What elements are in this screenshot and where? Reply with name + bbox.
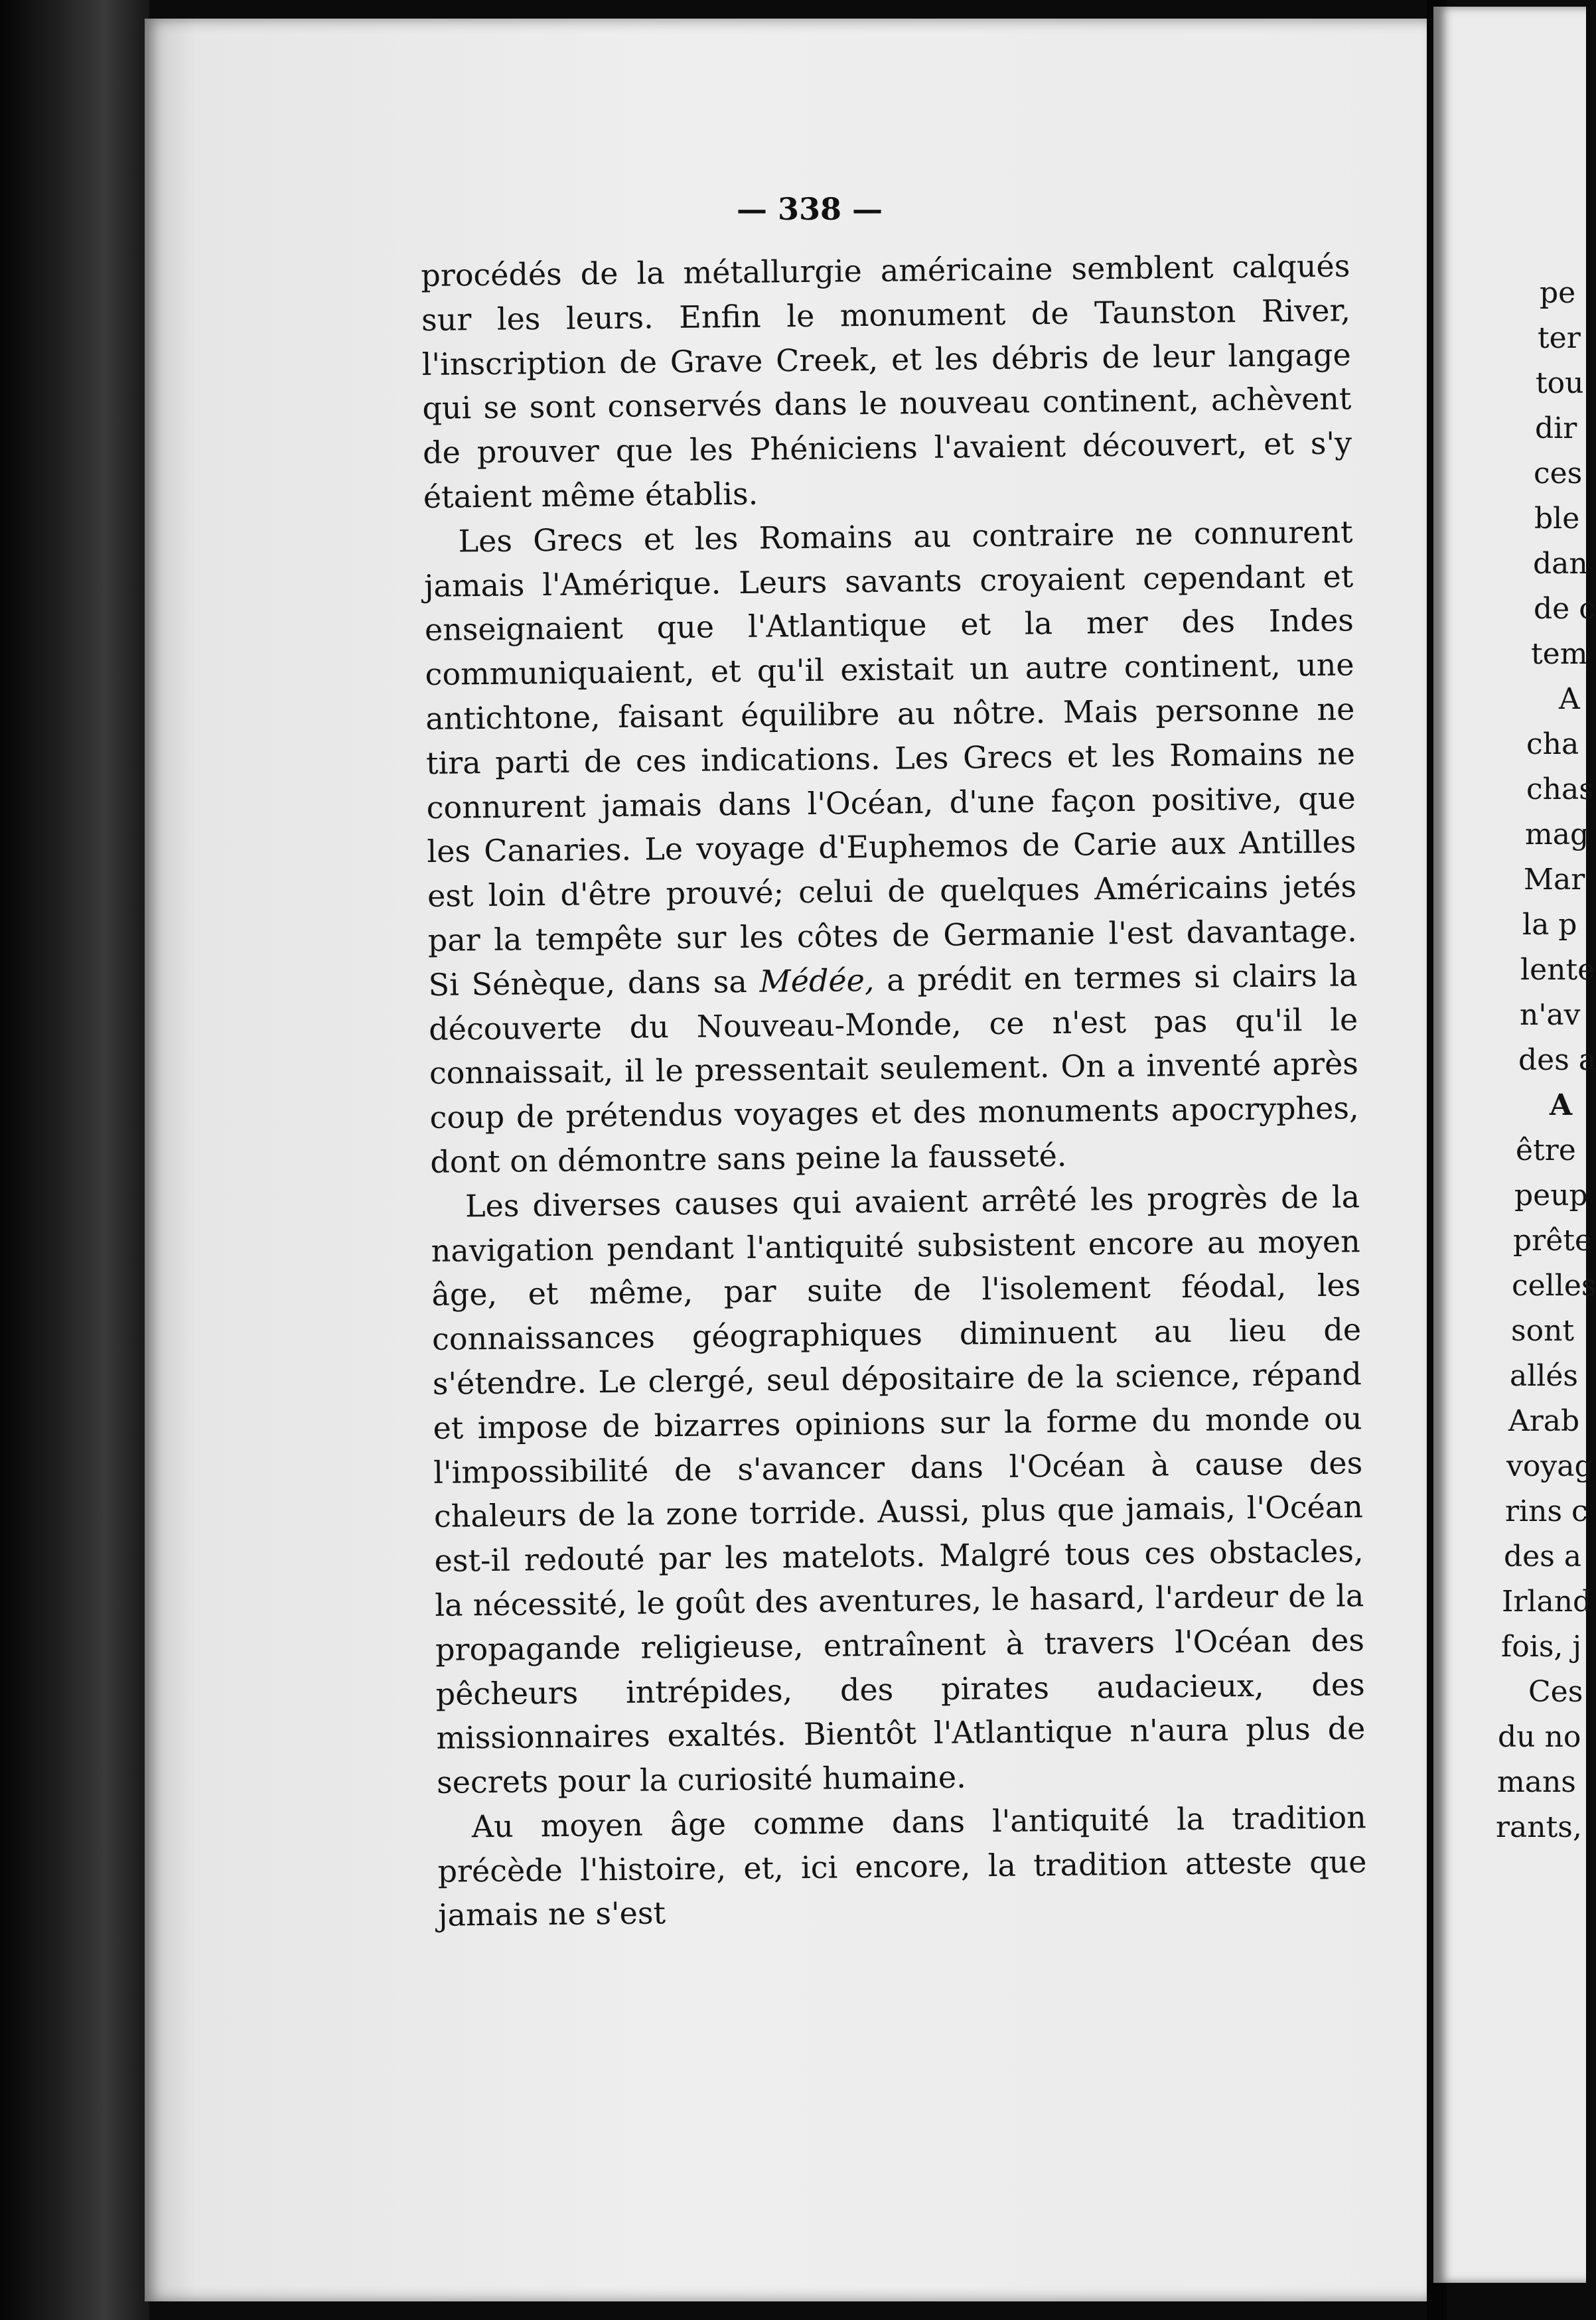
facing-line: rants, <box>1496 1810 1582 1844</box>
facing-line: lente <box>1520 953 1595 987</box>
facing-line: tem <box>1531 637 1588 671</box>
facing-line: A <box>1550 1088 1573 1122</box>
facing-line: A <box>1559 682 1580 716</box>
facing-line: chas <box>1526 772 1594 806</box>
facing-line: être <box>1516 1133 1576 1167</box>
facing-line: sont <box>1511 1314 1575 1348</box>
facing-line: dan <box>1533 547 1588 581</box>
facing-line: dir <box>1535 411 1577 445</box>
facing-line: prête <box>1513 1224 1592 1258</box>
facing-line: des a <box>1504 1540 1582 1573</box>
facing-line: Irland <box>1502 1585 1592 1619</box>
facing-line: de c <box>1534 592 1595 626</box>
facing-page-edge <box>1433 7 1596 2283</box>
facing-line: Arab <box>1508 1404 1580 1438</box>
facing-line: des a <box>1518 1043 1596 1077</box>
facing-line: ble <box>1534 502 1580 536</box>
facing-line: tou <box>1536 366 1584 400</box>
facing-line: ter <box>1538 321 1581 355</box>
paragraph-3: Les diverses causes qui avaient arrêté les progrès de la navigation pendant l'antiquité subsistent encore au moyen âge, et même, par suite de l'isolement féodal, les connaissances géographiques diminuent au lieu de s'étendre. Le clergé, seul dépositaire de la science, répand et impose de bizarres opinions sur la forme du monde ou l'impossibilité de s'avancer dans l'Océan à cause des chaleurs de la zone torride. Aussi, plus que jamais, l'Océan est-il redouté par les matelots. Malgré tous ces obstacles, la nécessité, le goût des aventures, le hasard, l'ardeur de la propagande religieuse, entraînent à travers l'Océan des pêcheurs intrépides, des pirates audacieux, des missionnaires exaltés. Bientôt l'Atlantique n'aura plus de secrets pour la curiosité humaine. <box>431 1178 1366 1800</box>
page-text <box>421 244 1368 1938</box>
facing-line: celles <box>1512 1269 1596 1303</box>
facing-line: n'av <box>1520 998 1581 1032</box>
facing-line: rins c <box>1505 1494 1588 1528</box>
facing-line: mans <box>1497 1765 1576 1799</box>
paragraph-2 <box>423 510 1359 1185</box>
facing-line: allés <box>1510 1359 1578 1393</box>
facing-line: du no <box>1498 1720 1581 1754</box>
paragraph-4: Au moyen âge comme dans l'antiquité la tradition précède l'histoire, et, ici encore, la tradition atteste que jamais ne s'est <box>437 1799 1367 1934</box>
book-spine <box>0 0 149 2320</box>
paragraph-2-text-a: Les Grecs et les Romains au contraire ne connurent jamais l'Amérique. Leurs savants croyaient cependant et enseignaient que l'Atlantique et la mer des Indes communiquaient, et qu'il existait un autre continent, une antichtone, faisant équilibre au nôtre. Mais personne ne tira parti de ces indications. Les Grecs et les Romains ne connurent jamais dans l'Océan, d'une façon positive, que les Canaries. Le voyage d'Euphemos de Carie aux Antilles est loin d'être prouvé; celui de quelques Américains jetés par la tempête sur les côtes de Germanie l'est davantage. Si Sénèque, dans sa <box>423 514 1358 1003</box>
facing-line: mag <box>1525 818 1589 851</box>
facing-line: peup <box>1514 1179 1588 1212</box>
facing-line: fois, j <box>1501 1630 1582 1664</box>
facing-line: Ces <box>1528 1675 1583 1709</box>
work-title-medee: Médée, <box>759 962 875 999</box>
facing-line: pe <box>1540 276 1576 310</box>
facing-line: la p <box>1522 908 1577 942</box>
paragraph-2-text-b: a prédit en termes si clairs la découverte du Nouveau-Monde, ce n'est pas qu'il le connaissait, il le pressentait seulement. On a inventé après coup de prétendus voyages et des monuments apocryphes, dont on démontre sans peine la fausseté. <box>428 957 1359 1180</box>
paragraph-1: procédés de la métallurgie américaine semblent calqués sur les leurs. Enfin le monument de Taunston River, l'inscription de Grave Creek, et les débris de leur langage qui se sont conservés dans le nouveau continent, achèvent de prouver que les Phéniciens l'avaient découvert, et s'y étaient même établis. <box>421 248 1352 515</box>
facing-line: voyag <box>1506 1449 1593 1483</box>
facing-line: ces <box>1534 457 1583 490</box>
page-number: — 338 — <box>736 191 883 227</box>
facing-line: Mar <box>1524 863 1585 897</box>
facing-line: cha <box>1526 727 1579 761</box>
